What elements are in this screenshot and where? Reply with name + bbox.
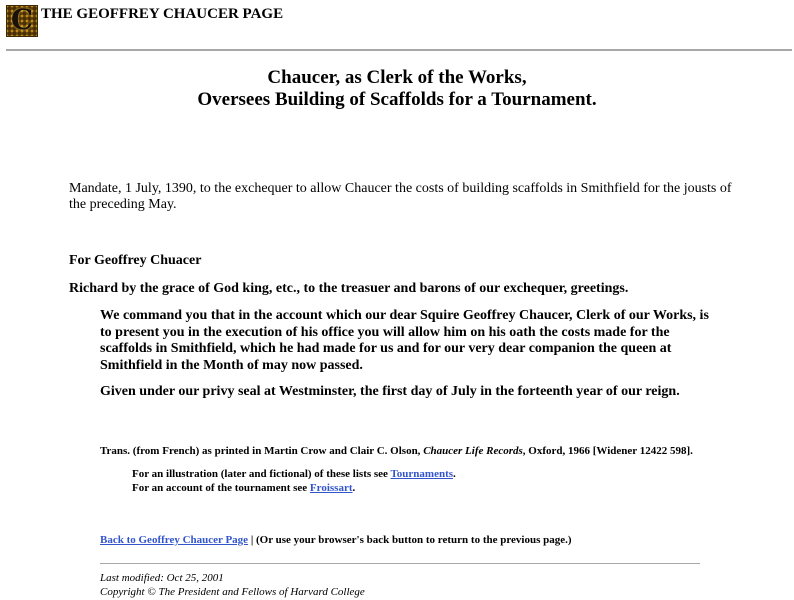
froissart-link[interactable]: Froissart [309, 482, 353, 494]
site-title: THE GEOFFREY CHAUCER PAGE [41, 6, 284, 22]
note-text: For an illustration (later and fictional) of these lists see [132, 468, 391, 480]
header-divider [6, 49, 792, 51]
intro-text: Mandate, 1 July, 1390, to the exchequer to allow Chaucer the costs of building scaffolds in Smithfield for the jousts of the preceding May. [69, 181, 732, 212]
salutation: Richard by the grace of God king, etc., to the treasuer and barons of our exchequer, greetings. [69, 281, 629, 296]
note-text: For an account of the tournament see [132, 482, 310, 494]
copyright: Copyright © The President and Fellows of Harvard College [100, 586, 365, 598]
source-book-title: Chaucer Life Records [423, 445, 523, 457]
tournaments-link[interactable]: Tournaments [390, 468, 454, 480]
back-note: | (Or use your browser's back button to return to the previous page.) [248, 534, 572, 546]
page-title [0, 67, 794, 111]
last-modified: Last modified: Oct 25, 2001 [100, 572, 224, 584]
addressee: For Geoffrey Chuacer [69, 253, 202, 268]
mandate-paragraph: We command you that in the account which our dear Squire Geoffrey Chaucer, Clerk of our Works, is to present you in the execution of his office you will allow him on his oath the costs made for the scaffolds in Smithfield, which he had made for us and for our very dear companion the queen at Smithfield in the Month of may now passed. [100, 308, 709, 373]
footer [100, 571, 365, 599]
source-prefix: Trans. (from French) as printed in Martin Crow and Clair C. Olson, [100, 445, 424, 457]
back-nav [100, 534, 572, 546]
note-text: . [453, 468, 456, 480]
page-title-line-2: Oversees Building of Scaffolds for a Tournament. [197, 89, 597, 110]
note-froissart [132, 481, 456, 495]
back-to-chaucer-page-link[interactable]: Back to Geoffrey Chaucer Page [100, 534, 249, 546]
footer-divider [100, 563, 700, 564]
page-title-line-1: Chaucer, as Clerk of the Works, [267, 67, 527, 88]
chaucer-logo-icon [6, 5, 38, 37]
source-citation [100, 445, 693, 457]
notes [132, 467, 456, 495]
source-suffix: , Oxford, 1966 [Widener 12422 598]. [522, 445, 693, 457]
closing-paragraph: Given under our privy seal at Westminster, the first day of July in the forteenth year of our reign. [100, 384, 680, 399]
masthead [6, 5, 283, 37]
logo-letter: C [10, 5, 34, 36]
note-text: . [352, 482, 356, 494]
note-tournaments [132, 467, 456, 481]
